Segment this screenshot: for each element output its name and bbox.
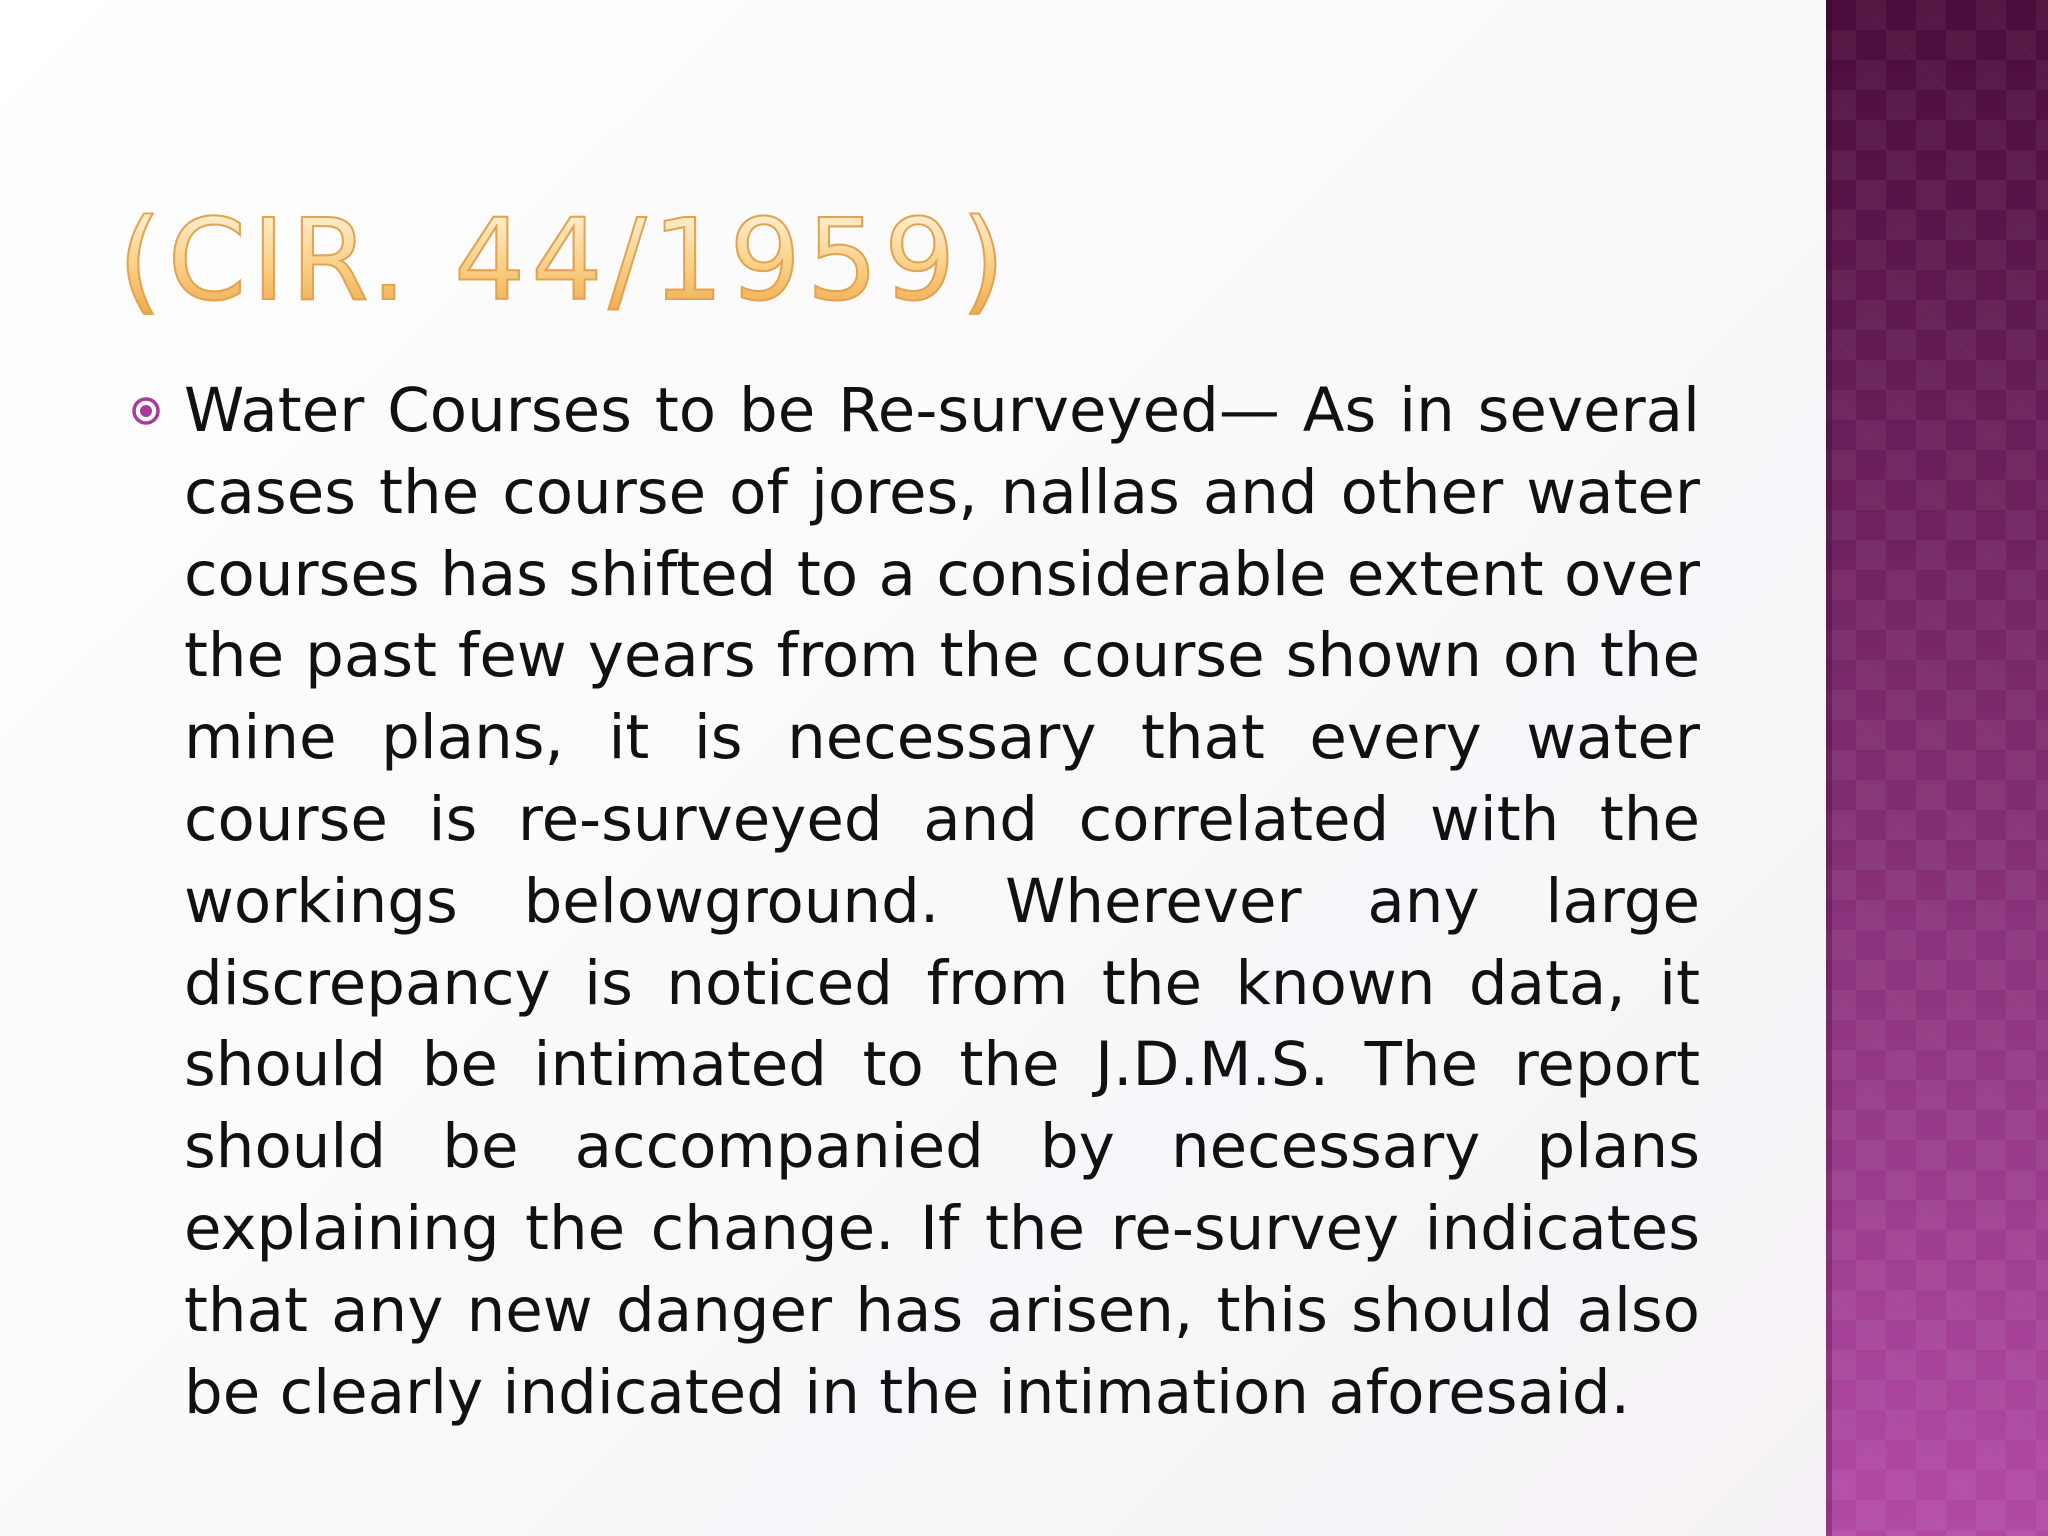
side-band-edge bbox=[1826, 0, 1832, 1536]
bullet-text: Water Courses to be Re-surveyed— As in several cases the course of jores, nallas and other water courses has shifted to a considerable extent over the past few years from the course shown on the mine plans, it is necessary that every water course is re-surveyed and correlated with the workings belowground. Wherever any large discrepancy is noticed from the known data, it should be intimated to the J.D.M.S. The report should be accompanied by necessary plans explaining the change. If the re-survey indicates that any new danger has arisen, this should also be clearly indicated in the intimation aforesaid. bbox=[184, 375, 1700, 1428]
slide-title: (CIR. 44/1959) bbox=[118, 196, 1011, 326]
bullet-item bbox=[130, 370, 1700, 1433]
circle-dot-bullet-icon bbox=[130, 370, 184, 452]
decorative-side-band bbox=[1826, 0, 2048, 1536]
slide-body bbox=[130, 370, 1700, 1433]
